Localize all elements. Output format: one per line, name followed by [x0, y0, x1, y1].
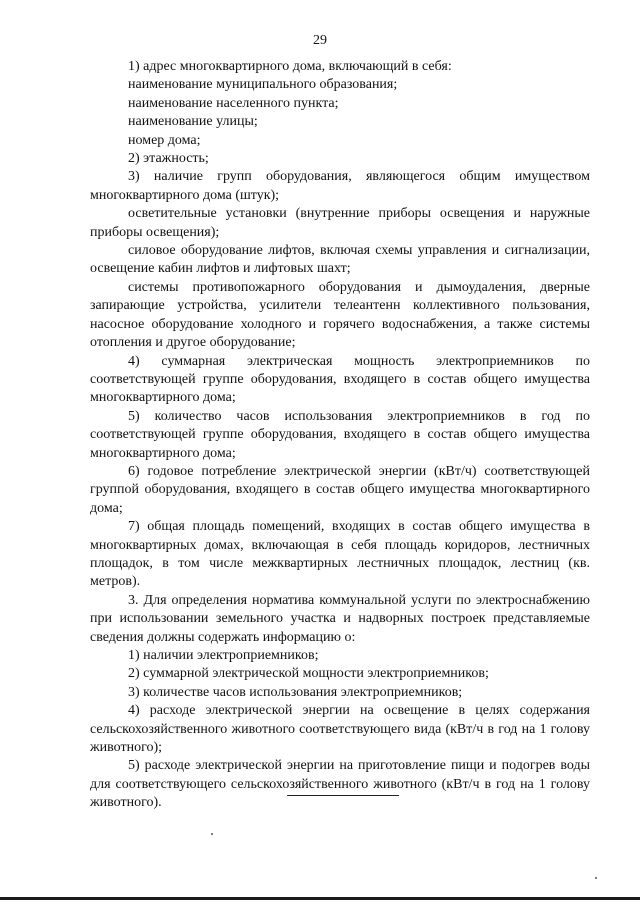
- end-separator-line: [287, 795, 399, 796]
- paragraph: 5) расходе электрической энергии на приготовление пищи и подогрев воды для соответствующего сельскохозяйственного животного (кВт/ч в год на 1 голову животного).: [90, 758, 590, 811]
- paragraph: номер дома;: [128, 132, 201, 148]
- paragraph: 1) наличии электроприемников;: [128, 648, 319, 663]
- paragraph: 6) годовое потребление электрической энергии (кВт/ч) соответствующей группой оборудования, входящего в состав общего имущества многоквартирного дома;: [90, 463, 590, 516]
- paragraph: наименование улицы;: [128, 114, 258, 130]
- scan-speck: [595, 877, 597, 879]
- paragraph: 4) расходе электрической энергии на освещение в целях содержания сельскохозяйственного животного соответствующего вида (кВт/ч в год на 1 голову животного);: [90, 703, 590, 756]
- paragraph: осветительные установки (внутренние приборы освещения и наружные приборы освещения);: [90, 206, 590, 240]
- paragraph: 3) наличие групп оборудования, являющегося общим имуществом многоквартирного дома (штук);: [90, 169, 590, 203]
- paragraph: 2) суммарной электрической мощности электроприемников;: [128, 666, 489, 682]
- paragraph: наименование муниципального образования;: [128, 77, 398, 93]
- scan-bottom-edge: [0, 897, 640, 900]
- paragraph: наименование населенного пункта;: [128, 95, 339, 111]
- paragraph: 4) суммарная электрическая мощность электроприемников по соответствующей группе оборудования, входящего в состав общего имущества многоквартирного дома;: [90, 353, 590, 406]
- paragraph: 7) общая площадь помещений, входящих в состав общего имущества в многоквартирных домах, включающая в себя площадь коридоров, лестничных площадок, в том числе межквартирных лестничных площадок, лестниц (кв. метров).: [90, 519, 590, 590]
- paragraph: системы противопожарного оборудования и дымоудаления, дверные запирающие устройства, усилители телеантенн коллективного пользования, насосное оборудование холодного и горячего водоснабжения, а также системы отопления и другое оборудование;: [90, 279, 590, 351]
- paragraph: 5) количество часов использования электроприемников в год по соответствующей группе оборудования, входящего в состав общего имущества многоквартирного дома;: [90, 408, 590, 461]
- paragraph: 3) количестве часов использования электроприемников;: [128, 684, 463, 700]
- paragraph: 3. Для определения норматива коммунальной услуги по электроснабжению при использовании земельного участка и надворных построек представляемые сведения должны содержать информацию о:: [90, 592, 590, 645]
- scan-speck: [211, 833, 213, 835]
- paragraph: силовое оборудование лифтов, включая схемы управления и сигнализации, освещение кабин лифтов и лифтовых шахт;: [90, 243, 590, 277]
- paragraph: 1) адрес многоквартирного дома, включающий в себя:: [128, 59, 452, 74]
- page-number: 29: [313, 33, 327, 48]
- document-body: [90, 58, 590, 813]
- paragraph: 2) этажность;: [128, 151, 209, 167]
